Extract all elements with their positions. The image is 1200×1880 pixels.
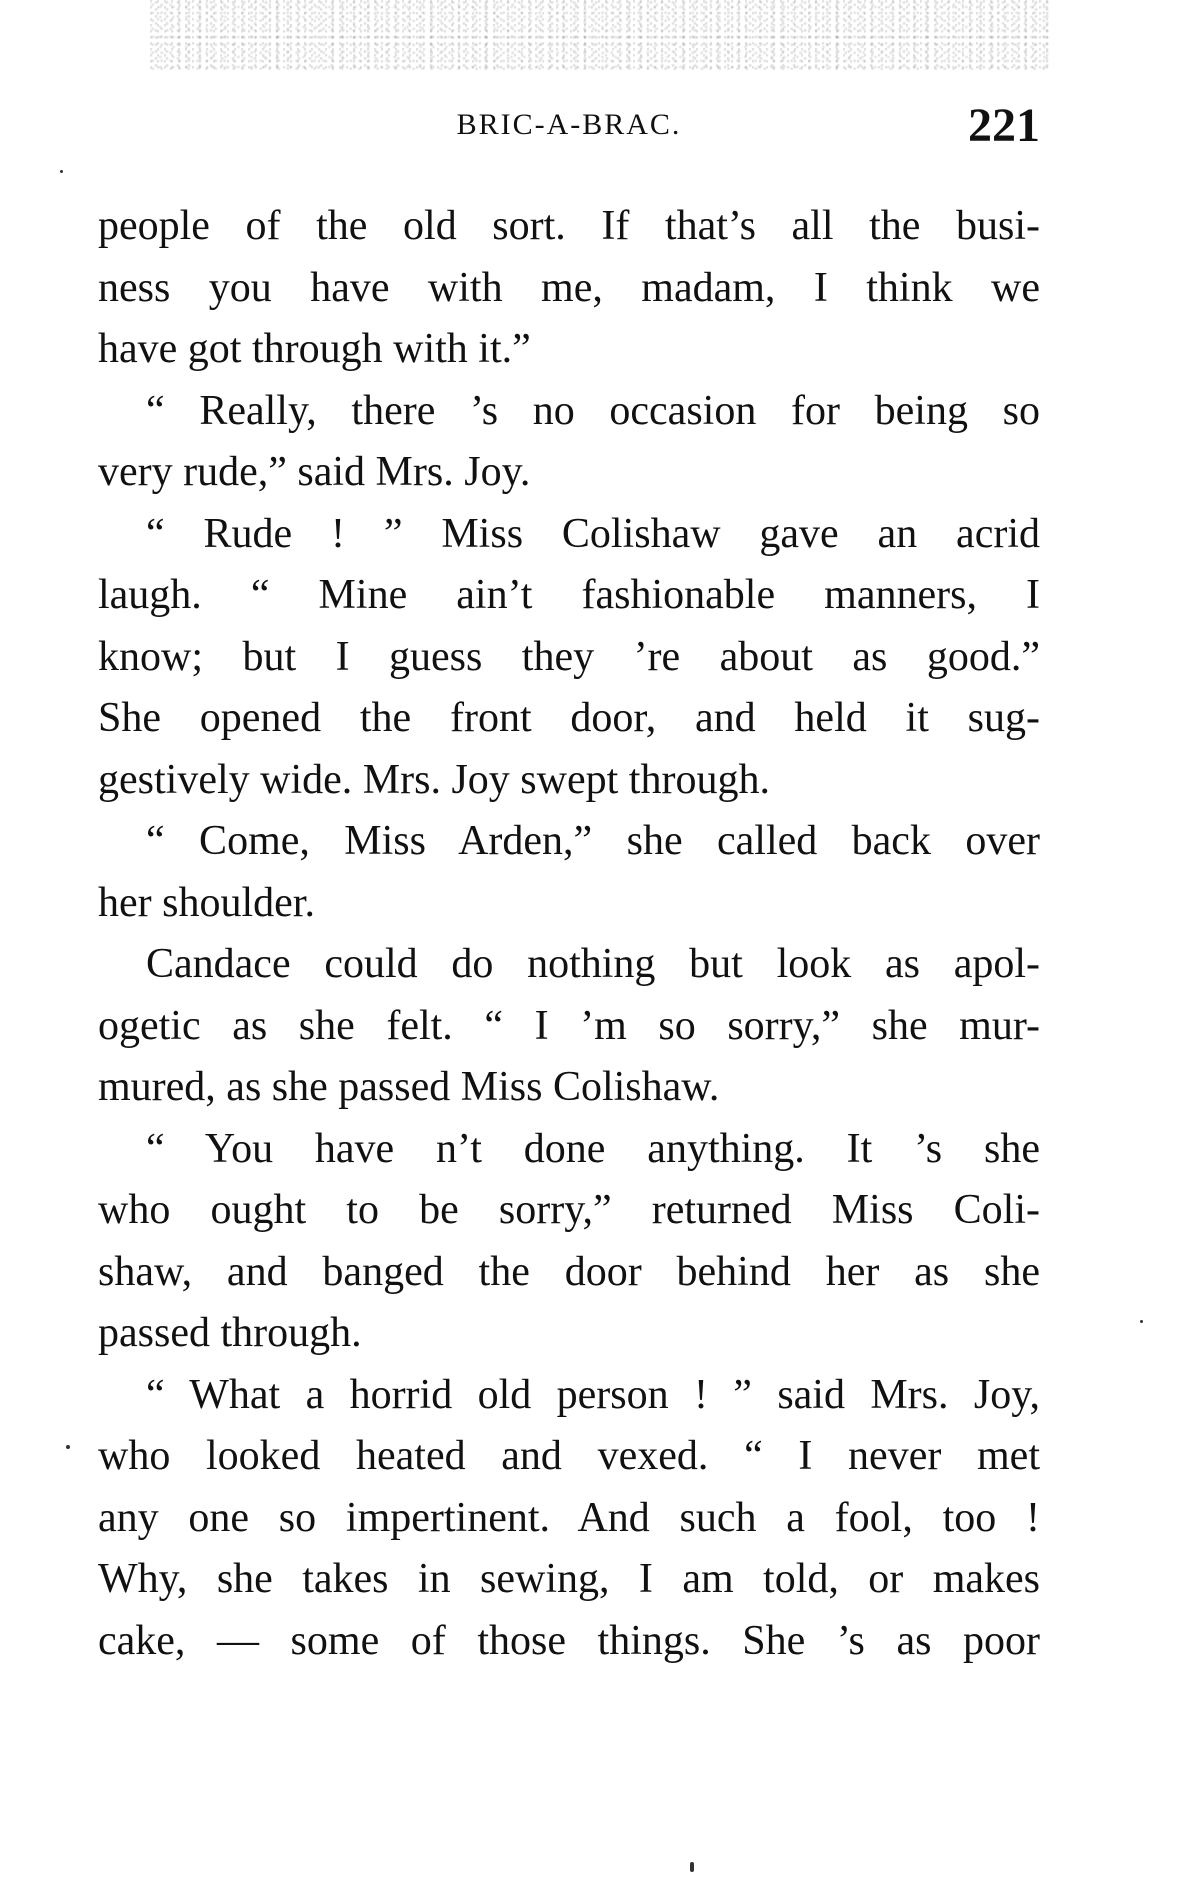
text-line-10: gestively wide. Mrs. Joy swept through.: [98, 756, 770, 803]
text-line-17: who ought to be sorry,” returned Miss Coli-: [98, 1187, 1040, 1233]
text-line-20: “ What a horrid old person ! ” said Mrs. Joy,: [146, 1371, 1040, 1418]
text-line-5: very rude,” said Mrs. Joy.: [98, 449, 531, 495]
text-line-21: who looked heated and vexed. “ I never met: [98, 1433, 1040, 1479]
text-line-15: mured, as she passed Miss Colishaw.: [98, 1064, 720, 1110]
text-line-14: ogetic as she felt. “ I ’m so sorry,” she mur-: [98, 1002, 1040, 1049]
text-line-8: know; but I guess they ’re about as good.”: [98, 633, 1040, 680]
text-line-6: “ Rude ! ” Miss Colishaw gave an acrid: [146, 510, 1040, 557]
text-line-1: people of the old sort. If that’s all the busi-: [98, 203, 1040, 249]
ink-speck: [60, 170, 63, 173]
text-line-11: “ Come, Miss Arden,” she called back over: [146, 818, 1040, 864]
running-head: BRIC-A-BRAC.: [456, 108, 682, 141]
text-line-19: passed through.: [98, 1310, 362, 1356]
ink-speck: [66, 1445, 70, 1449]
text-line-13: Candace could do nothing but look as apol-: [146, 941, 1040, 987]
text-line-3: have got through with it.”: [98, 326, 531, 372]
ink-speck: [1140, 1320, 1143, 1323]
text-line-18: shaw, and banged the door behind her as she: [98, 1248, 1040, 1295]
text-line-4: “ Really, there ’s no occasion for being so: [146, 387, 1040, 434]
text-line-16: “ You have n’t done anything. It ’s she: [146, 1125, 1040, 1172]
text-line-9: She opened the front door, and held it sug-: [98, 695, 1040, 741]
text-line-12: her shoulder.: [98, 879, 315, 926]
text-line-2: ness you have with me, madam, I think we: [98, 264, 1040, 311]
text-line-24: cake, — some of those things. She ’s as poor: [98, 1617, 1040, 1664]
text-line-7: laugh. “ Mine ain’t fashionable manners, I: [98, 572, 1040, 618]
text-line-22: any one so impertinent. And such a fool, too !: [98, 1494, 1040, 1541]
page-header: [98, 98, 1040, 152]
page-number: 221: [968, 99, 1040, 152]
text-line-23: Why, she takes in sewing, I am told, or makes: [98, 1556, 1040, 1602]
body-text: [98, 196, 1040, 1672]
ink-speck: [690, 1862, 694, 1872]
print-speckle-texture: [150, 0, 1050, 70]
